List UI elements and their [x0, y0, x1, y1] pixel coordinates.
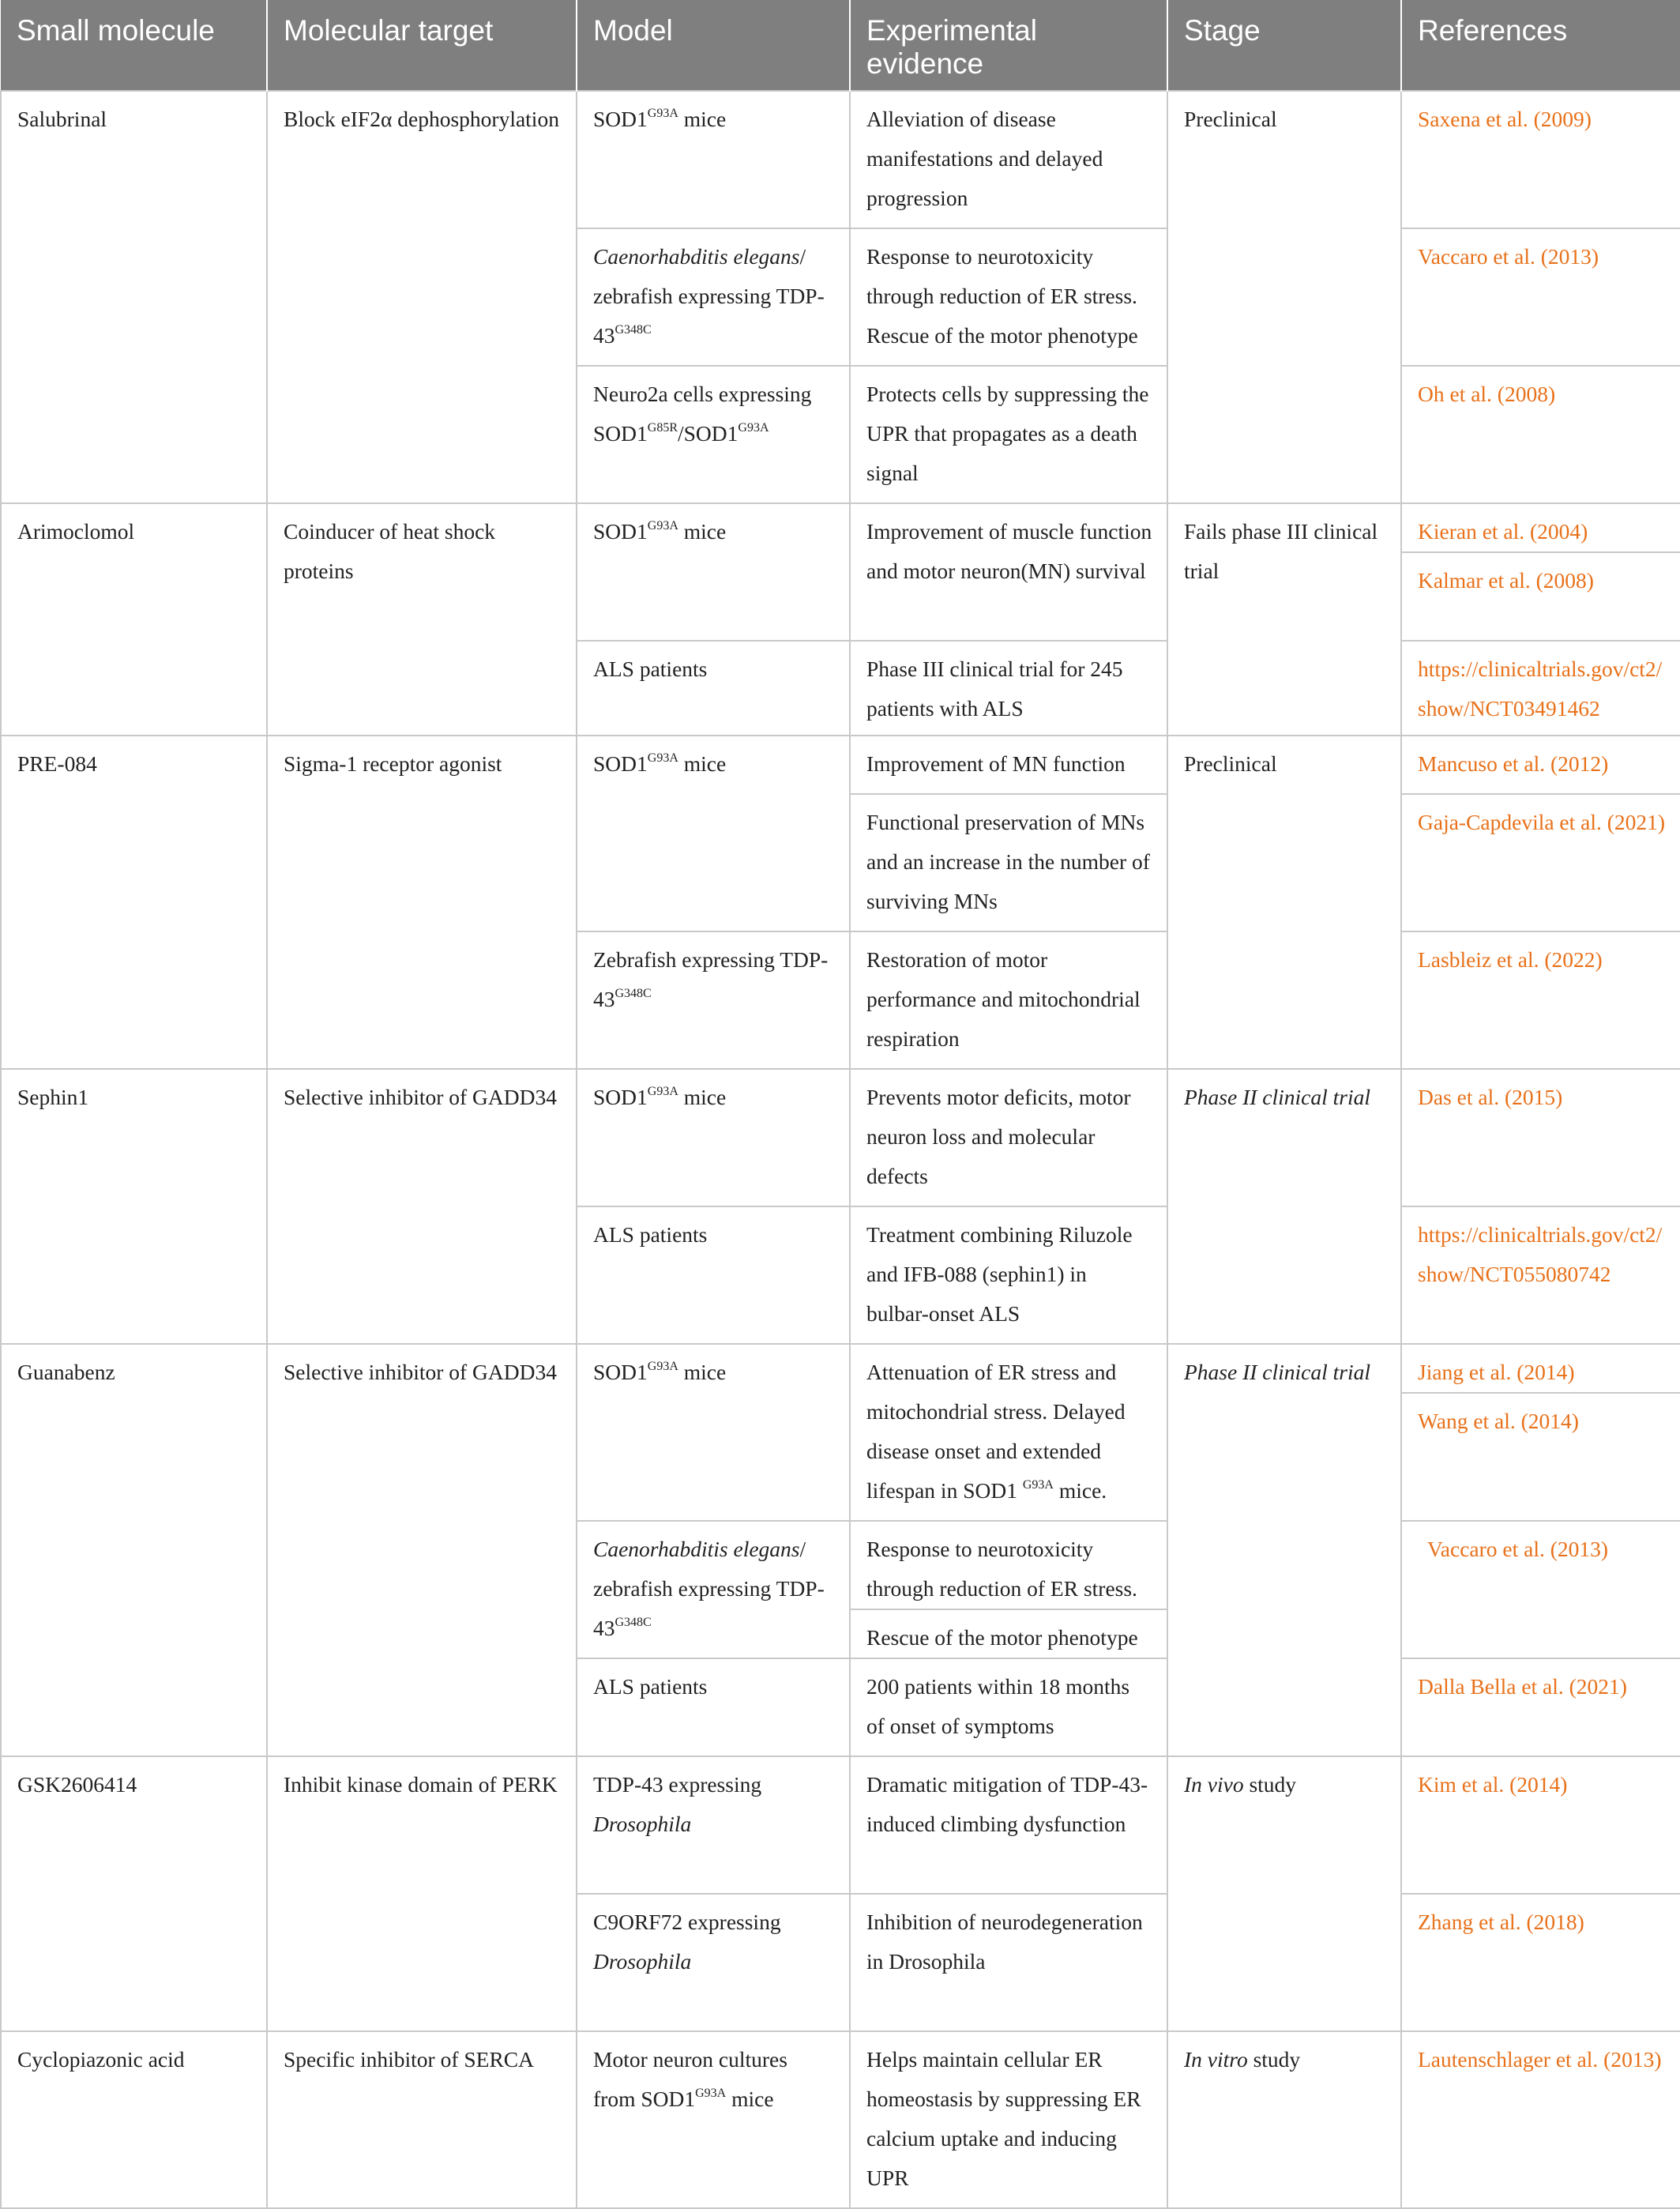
evidence: Response to neurotoxicity through reduction of ER stress. Rescue of the motor phenotype: [850, 228, 1167, 366]
reference[interactable]: [1401, 2031, 1680, 2208]
evidence: Treatment combining Riluzole and IFB-088 (sephin1) in bulbar-onset ALS: [850, 1206, 1167, 1344]
stage: Phase II clinical trial: [1167, 1069, 1401, 1344]
molecule-name: Cyclopiazonic acid: [1, 2031, 267, 2208]
model: ALS patients: [577, 1658, 850, 1756]
reference-link[interactable]: Gaja-Capdevila et al. (2021): [1418, 810, 1666, 834]
reference[interactable]: [1401, 1344, 1680, 1521]
model: $SOD1^{G93A}$ mice: [577, 1344, 850, 1521]
reference[interactable]: [1401, 641, 1680, 736]
stage: Fails phase III clinical trial: [1167, 503, 1401, 736]
reference-link[interactable]: Kieran et al. (2004): [1418, 519, 1588, 544]
model: Caenorhabditis elegans/ zebrafish expressing TDP-$43^{G348C}$: [577, 1521, 850, 1658]
table-row: [1, 503, 1680, 641]
molecule-name: Sephin1: [1, 1069, 267, 1344]
molecule-name: Guanabenz: [1, 1344, 267, 1756]
model: Neuro2a cells expressing $SOD1^{G85R}/SOD1^{G93A}$: [577, 366, 850, 503]
evidence: 200 patients within 18 months of onset of symptoms: [850, 1658, 1167, 1756]
model: C9ORF72 expressing Drosophila: [577, 1894, 850, 2031]
model: ALS patients: [577, 641, 850, 736]
molecular-target: Selective inhibitor of GADD34: [267, 1344, 577, 1756]
reference-link[interactable]: Mancuso et al. (2012): [1418, 751, 1609, 776]
header-references: References: [1401, 0, 1680, 91]
reference-link[interactable]: Wang et al. (2014): [1418, 1409, 1579, 1433]
reference-link[interactable]: Kalmar et al. (2008): [1418, 568, 1594, 593]
evidence: Phase III clinical trial for 245 patients with ALS: [850, 641, 1167, 736]
model: TDP-43 expressing Drosophila: [577, 1756, 850, 1894]
reference-link[interactable]: Das et al. (2015): [1418, 1085, 1563, 1109]
header-experimental-evidence: Experimental evidence: [850, 0, 1167, 91]
model: $SOD1^{G93A}$ mice: [577, 91, 850, 228]
table-row: [1, 736, 1680, 794]
model: $SOD1^{G93A}$ mice: [577, 503, 850, 641]
model: Motor neuron cultures from $SOD1^{G93A}$ mice: [577, 2031, 850, 2208]
molecular-target: Block eIF2α dephosphorylation: [267, 91, 577, 503]
header-stage: Stage: [1167, 0, 1401, 91]
molecular-target: Inhibit kinase domain of PERK: [267, 1756, 577, 2031]
model: ALS patients: [577, 1206, 850, 1344]
reference[interactable]: [1401, 1658, 1680, 1756]
molecule-name: PRE-084: [1, 736, 267, 1069]
table-row: [1, 1344, 1680, 1521]
evidence: Rescue of the motor phenotype: [850, 1609, 1167, 1658]
evidence: Alleviation of disease manifestations and delayed progression: [850, 91, 1167, 228]
table-row: [1, 91, 1680, 228]
reference[interactable]: [1401, 366, 1680, 503]
header-molecular-target: Molecular target: [267, 0, 577, 91]
model: Caenorhabditis elegans/ zebrafish expressing TDP-$43^{G348C}$: [577, 228, 850, 366]
molecular-target: Selective inhibitor of GADD34: [267, 1069, 577, 1344]
table-row: [1, 1756, 1680, 1894]
header-row: [1, 0, 1680, 91]
reference-link[interactable]: Saxena et al. (2009): [1418, 107, 1592, 131]
reference[interactable]: [1401, 228, 1680, 366]
evidence: Helps maintain cellular ER homeostasis by suppressing ER calcium uptake and inducing UPR: [850, 2031, 1167, 2208]
evidence: Protects cells by suppressing the UPR that propagates as a death signal: [850, 366, 1167, 503]
reference-link[interactable]: Vaccaro et al. (2013): [1427, 1537, 1609, 1561]
evidence: Improvement of muscle function and motor neuron(MN) survival: [850, 503, 1167, 641]
reference-link[interactable]: Jiang et al. (2014): [1418, 1360, 1575, 1384]
reference[interactable]: [1401, 1756, 1680, 1894]
evidence: Restoration of motor performance and mitochondrial respiration: [850, 931, 1167, 1069]
reference-link[interactable]: https://clinicaltrials.gov/ct2/show/NCT055080742: [1418, 1222, 1663, 1286]
reference[interactable]: [1401, 794, 1680, 931]
reference-link[interactable]: Oh et al. (2008): [1418, 382, 1556, 406]
reference-link[interactable]: https://clinicaltrials.gov/ct2/show/NCT03491462: [1418, 657, 1663, 721]
reference-link[interactable]: Lautenschlager et al. (2013): [1418, 2047, 1662, 2072]
reference-link[interactable]: Kim et al. (2014): [1418, 1772, 1568, 1797]
stage: In vitro study: [1167, 2031, 1401, 2208]
molecular-target: Specific inhibitor of SERCA: [267, 2031, 577, 2208]
evidence: Attenuation of ER stress and mitochondrial stress. Delayed disease onset and extended lifespan in SOD1 $^{G93A}$ mice.: [850, 1344, 1167, 1521]
model: Zebrafish expressing TDP-$43^{G348C}$: [577, 931, 850, 1069]
header-model: Model: [577, 0, 850, 91]
molecule-name: GSK2606414: [1, 1756, 267, 2031]
reference-link[interactable]: Dalla Bella et al. (2021): [1418, 1674, 1627, 1699]
reference[interactable]: [1401, 736, 1680, 794]
stage: Preclinical: [1167, 736, 1401, 1069]
molecule-name: Salubrinal: [1, 91, 267, 503]
reference[interactable]: [1401, 1521, 1680, 1658]
reference-link[interactable]: Zhang et al. (2018): [1418, 1910, 1584, 1934]
reference-link[interactable]: Lasbleiz et al. (2022): [1418, 947, 1603, 972]
reference[interactable]: [1401, 1069, 1680, 1206]
evidence: Prevents motor deficits, motor neuron loss and molecular defects: [850, 1069, 1167, 1206]
reference[interactable]: [1401, 1206, 1680, 1344]
table-row: [1, 1069, 1680, 1206]
reference[interactable]: [1401, 931, 1680, 1069]
table-row: [1, 2031, 1680, 2208]
molecular-target: Sigma-1 receptor agonist: [267, 736, 577, 1069]
molecule-name: Arimoclomol: [1, 503, 267, 736]
evidence: Improvement of MN function: [850, 736, 1167, 794]
evidence: Dramatic mitigation of TDP-43-induced climbing dysfunction: [850, 1756, 1167, 1894]
model: $SOD1^{G93A}$ mice: [577, 1069, 850, 1206]
stage: Phase II clinical trial: [1167, 1344, 1401, 1756]
reference[interactable]: [1401, 1894, 1680, 2031]
evidence: Inhibition of neurodegeneration in Drosophila: [850, 1894, 1167, 2031]
molecular-target: Coinducer of heat shock proteins: [267, 503, 577, 736]
reference-link[interactable]: Vaccaro et al. (2013): [1418, 244, 1599, 269]
stage: In vivo study: [1167, 1756, 1401, 2031]
model: $SOD1^{G93A}$ mice: [577, 736, 850, 931]
stage: Preclinical: [1167, 91, 1401, 503]
evidence: Functional preservation of MNs and an increase in the number of surviving MNs: [850, 794, 1167, 931]
header-small-molecule: Small molecule: [1, 0, 267, 91]
reference[interactable]: [1401, 503, 1680, 641]
reference[interactable]: [1401, 91, 1680, 228]
evidence: Response to neurotoxicity through reduction of ER stress.: [850, 1521, 1167, 1609]
